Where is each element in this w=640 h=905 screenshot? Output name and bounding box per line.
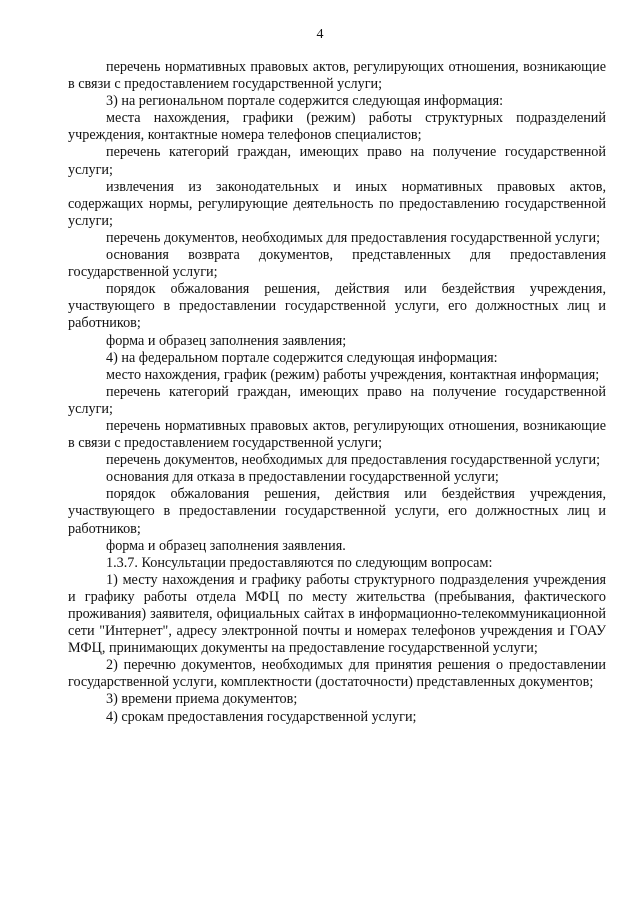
paragraph: 2) перечню документов, необходимых для принятия решения о предоставлении государственной услуги, комплектности (достаточности) представленных документов; — [68, 657, 606, 691]
paragraph: перечень нормативных правовых актов, регулирующих отношения, возникающие в связи с предоставлением государственной услуги; — [68, 59, 606, 93]
paragraph: перечень категорий граждан, имеющих право на получение государственной услуги; — [68, 144, 606, 178]
paragraph: 3) времени приема документов; — [106, 691, 298, 708]
paragraph: форма и образец заполнения заявления; — [106, 332, 347, 349]
paragraph: извлечения из законодательных и иных нормативных правовых актов, содержащих нормы, регулирующие деятельность по предоставлению государственной услуги; — [68, 178, 606, 229]
paragraph: места нахождения, графики (режим) работы структурных подразделений учреждения, контактные номера телефонов специалистов; — [68, 110, 606, 144]
paragraph: место нахождения, график (режим) работы учреждения, контактная информация; — [106, 366, 600, 383]
paragraph: форма и образец заполнения заявления. — [106, 537, 346, 554]
paragraph: 4) на федеральном портале содержится следующая информация: — [106, 349, 498, 366]
paragraph: основания для отказа в предоставлении государственной услуги; — [106, 469, 499, 486]
paragraph: 1) месту нахождения и графику работы структурного подразделения учреждения и графику работы отдела МФЦ по месту жительства (пребывания, фактического проживания) заявителя, официальных сайтах в информационно-телекоммуникационной сети "Интернет", адресу электронной почты и номерах телефонов учреждения и ГОАУ МФЦ, принимающих документы на предоставление государственной услуги; — [68, 571, 606, 657]
paragraph: порядок обжалования решения, действия или бездействия учреждения, участвующего в предоставлении государственной услуги, его должностных лиц и работников; — [68, 281, 606, 332]
paragraph: перечень нормативных правовых актов, регулирующих отношения, возникающие в связи с предоставлением государственной услуги; — [68, 417, 606, 452]
page-number: 4 — [316, 27, 324, 42]
paragraph: перечень категорий граждан, имеющих право на получение государственной услуги; — [68, 383, 606, 417]
paragraph: 1.3.7. Консультации предоставляются по следующим вопросам: — [106, 554, 493, 571]
paragraph: порядок обжалования решения, действия или бездействия учреждения, участвующего в предоставлении государственной услуги, его должностных лиц и работников; — [68, 486, 606, 537]
paragraph: 4) срокам предоставления государственной услуги; — [106, 708, 417, 725]
document-body — [68, 59, 606, 726]
paragraph: 3) на региональном портале содержится следующая информация: — [106, 93, 504, 110]
paragraph: основания возврата документов, представленных для предоставления государственной услуги; — [68, 247, 606, 281]
paragraph: перечень документов, необходимых для предоставления государственной услуги; — [106, 229, 601, 246]
paragraph: перечень документов, необходимых для предоставления государственной услуги; — [106, 452, 601, 469]
